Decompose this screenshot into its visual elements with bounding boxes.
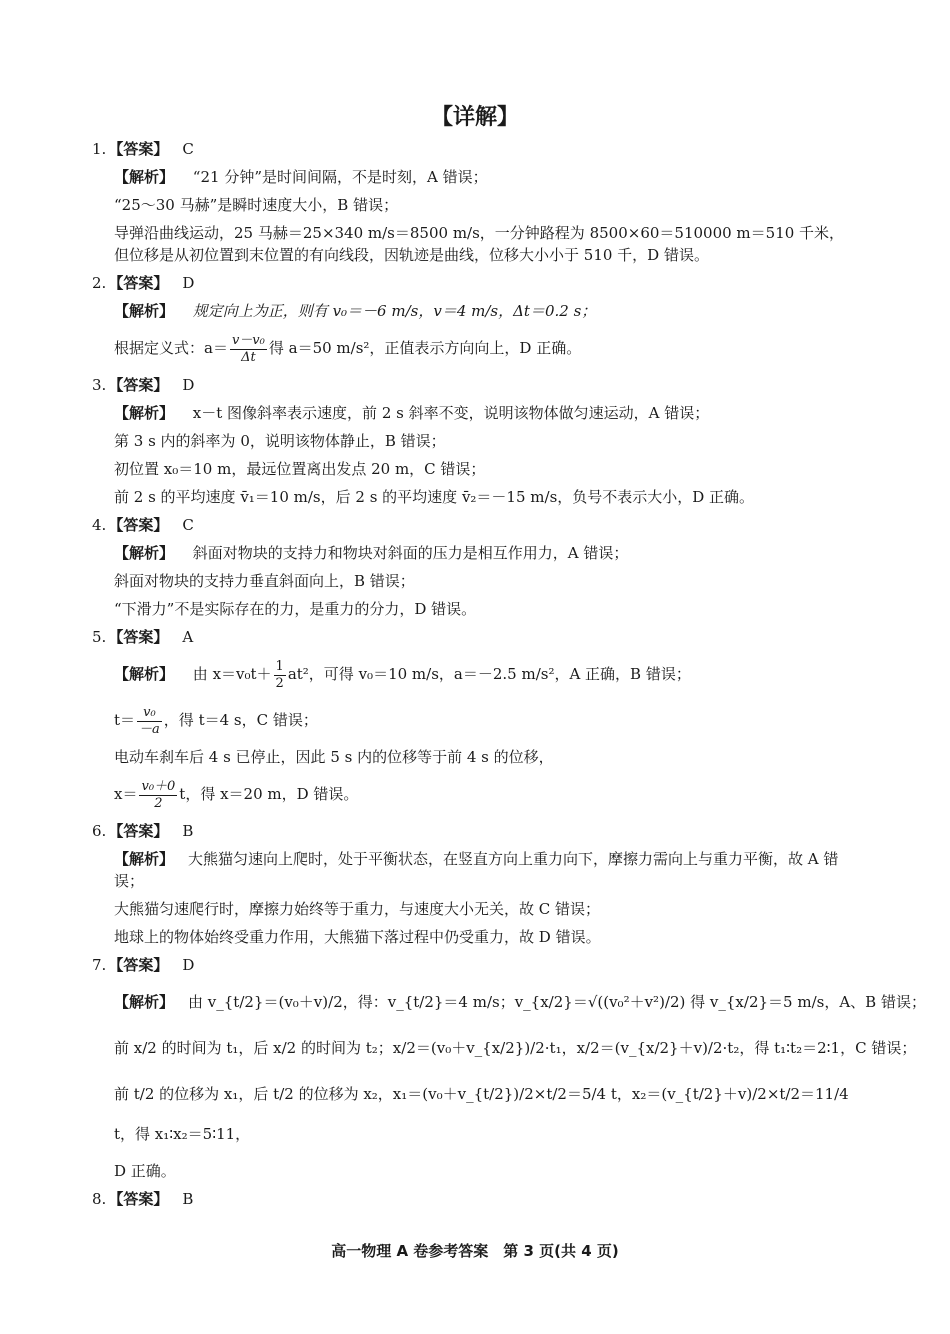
page-title: 【详解】 — [430, 105, 519, 130]
q5-l4-pre: x＝ — [114, 785, 138, 803]
q3-line-3: 初位置 x₀＝10 m，最远位置离出发点 20 m，C 错误； — [114, 460, 486, 478]
q3-answer-row — [92, 374, 856, 396]
q5-answer: A — [182, 628, 194, 646]
q5-l2-fraction — [137, 705, 162, 738]
q6-answer: B — [182, 822, 194, 840]
q7-line-1: 由 v_{t/2}＝(v₀＋v)/2，得：v_{t/2}＝4 m/s；v_{x/2}＝√((v₀²＋v²)/2) 得 v_{x/2}＝5 m/s，A、B 错误； — [188, 993, 926, 1011]
q2-line-1: 规定向上为正，则有 v₀＝－6 m/s，v＝4 m/s，Δt＝0.2 s； — [192, 302, 597, 320]
q5-l2-pre: t＝ — [114, 711, 136, 729]
q8-answer: B — [182, 1190, 194, 1208]
q7-line-4: D 正确。 — [114, 1162, 176, 1180]
q8-answer-tag: 【答案】 — [108, 1190, 169, 1208]
q3-answer-tag: 【答案】 — [108, 376, 169, 394]
q2-answer-tag: 【答案】 — [108, 274, 169, 292]
q5-l4-frac-num: v₀＋0 — [141, 778, 176, 794]
q6-answer-tag: 【答案】 — [108, 822, 169, 840]
q5-l2-frac-num: v₀ — [137, 705, 162, 722]
q4-answer: C — [182, 516, 194, 534]
q3-line-4: 前 2 s 的平均速度 v̄₁＝10 m/s，后 2 s 的平均速度 v̄₂＝－15 m/s，负号不表示大小，D 正确。 — [114, 488, 755, 506]
q6-number: 6. — [92, 822, 107, 840]
q5-l1-pre: 由 x＝v₀t＋ — [192, 665, 272, 683]
q7-line-2: 前 x/2 的时间为 t₁，后 x/2 的时间为 t₂；x/2＝(v₀＋v_{x/2})/2·t₁，x/2＝(v_{x/2}＋v)/2·t₂，得 t₁∶t₂＝2∶1，C 错误； — [114, 1039, 917, 1057]
q1-answer: C — [182, 140, 194, 158]
q2-number: 2. — [92, 274, 107, 292]
q7-number: 7. — [92, 956, 107, 974]
q4-answer-row — [92, 514, 856, 536]
q5-line-4 — [104, 774, 856, 814]
q2-answer-row — [92, 272, 856, 294]
q7-answer: D — [182, 956, 195, 974]
q3-answer: D — [182, 376, 195, 394]
q5-line-2 — [104, 700, 856, 740]
q1-line-1: “21 分钟”是时间间隔，不是时刻，A 错误； — [192, 168, 488, 186]
q5-answer-row — [92, 626, 856, 648]
q5-answer-tag: 【答案】 — [108, 628, 169, 646]
q2-formula-row — [104, 328, 856, 368]
q3-analysis-row — [104, 402, 856, 424]
q8-number: 8. — [92, 1190, 107, 1208]
q1-analysis-row — [104, 166, 856, 188]
q1-line-2: “25～30 马赫”是瞬时速度大小，B 错误； — [114, 196, 399, 214]
q2-fraction — [230, 333, 267, 366]
q5-l4-post: t，得 x＝20 m，D 错误。 — [179, 785, 359, 803]
q6-analysis-tag: 【解析】 — [114, 850, 175, 868]
q5-l2-post: ，得 t＝4 s，C 错误； — [163, 711, 318, 729]
q6-answer-row — [92, 820, 856, 842]
q3-line-2: 第 3 s 内的斜率为 0，说明该物体静止，B 错误； — [114, 432, 446, 450]
q2-answer: D — [182, 274, 195, 292]
q3-analysis-tag: 【解析】 — [114, 404, 175, 422]
q5-l4-fraction — [139, 779, 177, 812]
q5-l1-post: at²，可得 v₀＝10 m/s，a＝－2.5 m/s²，A 正确，B 错误； — [287, 665, 691, 683]
q6-line-1: 大熊猫匀速向上爬时，处于平衡状态，在竖直方向上重力向下，摩擦力需向上与重力平衡，故 A 错误； — [114, 850, 839, 890]
q1-answer-row — [92, 138, 856, 160]
q3-number: 3. — [92, 376, 107, 394]
q2-frac-num: v－v₀ — [231, 332, 265, 348]
q1-analysis-tag: 【解析】 — [114, 168, 175, 186]
q5-line-3: 电动车刹车后 4 s 已停止，因此 5 s 内的位移等于前 4 s 的位移， — [114, 748, 554, 766]
q2-line-2-pre: 根据定义式：a＝ — [114, 339, 228, 357]
q5-l1-frac-den: 2 — [275, 675, 284, 691]
q3-line-1: x－t 图像斜率表示速度，前 2 s 斜率不变，说明该物体做匀速运动，A 错误； — [192, 404, 710, 422]
q4-line-2: 斜面对物块的支持力垂直斜面向上，B 错误； — [114, 572, 415, 590]
q7-line-3: 前 t/2 的位移为 x₁，后 t/2 的位移为 x₂，x₁＝(v₀＋v_{t/2})/2×t/2＝5/4 t，x₂＝(v_{t/2}＋v)/2×t/2＝11/4 t，得 x₁∶x₂＝5∶11， — [114, 1085, 849, 1143]
q4-number: 4. — [92, 516, 107, 534]
q5-l4-frac-den: 2 — [154, 795, 163, 811]
q4-answer-tag: 【答案】 — [108, 516, 169, 534]
q7-answer-row — [92, 954, 856, 976]
q4-analysis-tag: 【解析】 — [114, 544, 175, 562]
q1-line-3: 导弹沿曲线运动，25 马赫＝25×340 m/s＝8500 m/s，一分钟路程为 8500×60＝510000 m＝510 千米，但位移是从初位置到末位置的有向线段，因轨迹是曲线，位移大小小于 510 千，D 错误。 — [114, 224, 845, 264]
q7-analysis-tag: 【解析】 — [114, 993, 175, 1011]
q7-answer-tag: 【答案】 — [108, 956, 169, 974]
q1-number: 1. — [92, 140, 107, 158]
q2-frac-den: Δt — [241, 349, 256, 365]
q8-answer-row — [92, 1188, 856, 1210]
q4-line-3: “下滑力”不是实际存在的力，是重力的分力，D 错误。 — [114, 600, 477, 618]
q5-analysis-tag: 【解析】 — [114, 665, 175, 683]
q5-analysis-row — [104, 654, 856, 694]
q5-l1-frac-num: 1 — [275, 658, 284, 674]
q6-line-3: 地球上的物体始终受重力作用，大熊猫下落过程中仍受重力，故 D 错误。 — [114, 928, 601, 946]
q2-analysis-row — [104, 300, 856, 322]
page-footer: 高一物理 A 卷参考答案 第 3 页(共 4 页) — [331, 1242, 619, 1260]
q7-analysis-row — [104, 982, 926, 1022]
q1-answer-tag: 【答案】 — [108, 140, 169, 158]
q5-l2-frac-den: －a — [139, 721, 160, 737]
q5-l1-fraction — [274, 659, 286, 692]
q2-line-2-post: 得 a＝50 m/s²，正值表示方向向上，D 正确。 — [268, 339, 582, 357]
q4-analysis-row — [104, 542, 856, 564]
answer-content — [92, 138, 926, 1216]
q6-line-2: 大熊猫匀速爬行时，摩擦力始终等于重力，与速度大小无关，故 C 错误； — [114, 900, 601, 918]
q2-analysis-tag: 【解析】 — [114, 302, 175, 320]
q4-line-1: 斜面对物块的支持力和物块对斜面的压力是相互作用力，A 错误； — [192, 544, 629, 562]
q5-number: 5. — [92, 628, 107, 646]
q6-analysis-row — [104, 848, 856, 892]
